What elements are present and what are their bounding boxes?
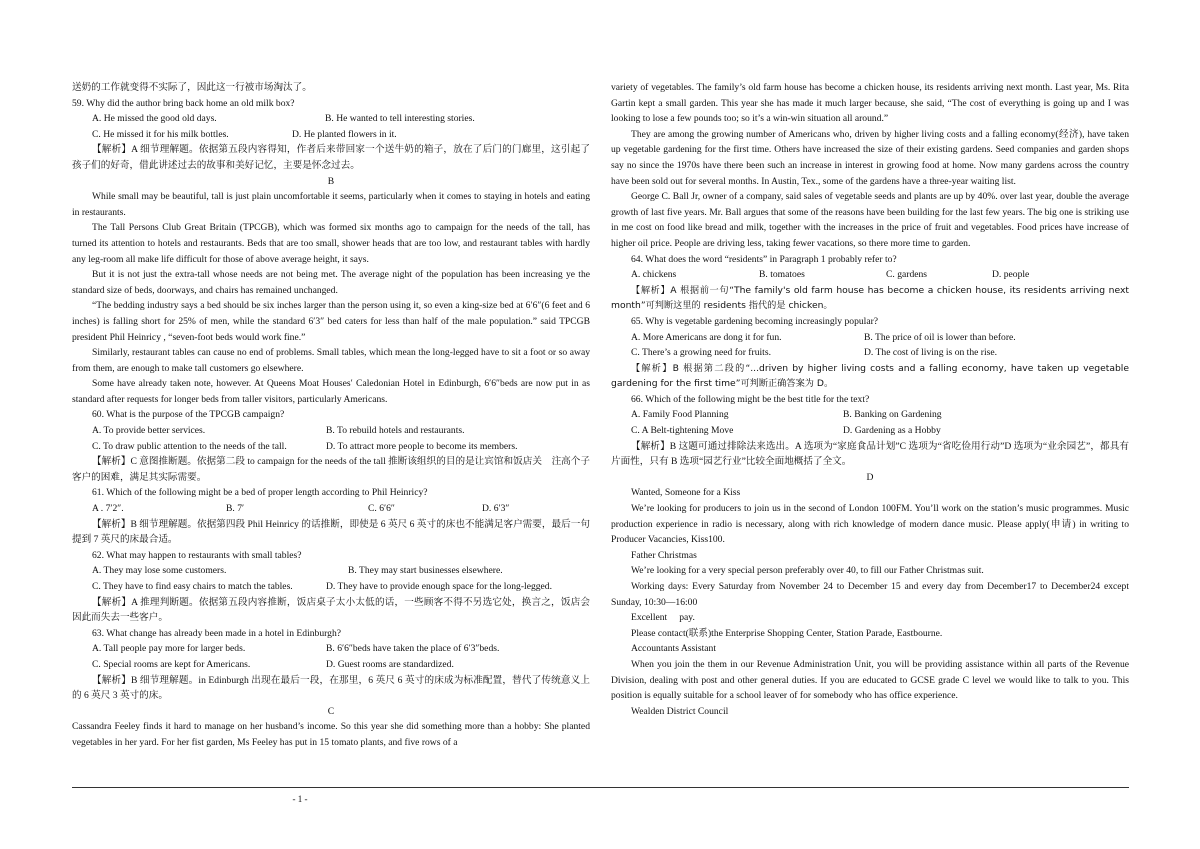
section-heading-b: B [327,175,335,187]
ad-title-kiss: Wanted, Someone for a Kiss [631,487,741,499]
option-b: B. They may start businesses elsewhere. [348,565,503,577]
passage-c-paragraph-1: Cassandra Feeley finds it hard to manage on her husband’s income. So this year she did something more than a hobby: She planted vegetables in her yard. For her fist garden, Ms Feeley has put in 15 tomato plants, and five rows of a [72,721,590,748]
option-c: C. There’s a growing need for fruits. [631,347,771,359]
left-column [72,80,590,751]
ad-working-days: Working days: Every Saturday from November 24 to December 15 and every day from December17 to December24 except Sunday, 10:30—16:00 [611,581,1129,608]
question-64: 64. What does the word “residents” in Paragraph 1 probably refer to? [631,253,897,265]
option-c: C. 6′6″ [368,503,395,515]
option-d: D. To attract more people to become its members. [326,440,518,452]
ad-title-father-christmas: Father Christmas [631,549,697,561]
option-d: D. The cost of living is on the rise. [864,347,998,359]
option-b: B. tomatoes [759,269,805,281]
option-a: A. They may lose some customers. [92,565,227,577]
option-b: B. The price of oil is lower than before. [864,331,1016,343]
answer-analysis-61: 【解析】B 细节理解题。依据第四段 Phil Heinricy 的话推断，即使是 6 英尺 6 英寸的床也不能满足客户需要，最后一句提到 7 英尺的床最合适。 [72,518,590,546]
passage-b-paragraph-6: Some have already taken note, however. At Queens Moat Houses′ Caledonian Hotel in Edinburgh, 6′6″beds are now put in as standard after requests for longer beds from taller visitors, particularly Americans. [72,378,590,405]
question-60: 60. What is the purpose of the TPCGB campaign? [92,409,285,421]
option-b: B. To rebuild hotels and restaurants. [326,425,465,437]
passage-c-paragraph-3: George C. Ball Jr, owner of a company, said sales of vegetable seeds and plants are up by 40%. over last year, double the average growth of last five years. Mr. Ball argues that some of the reasons have been building for the last few years. The big one is striking use in me cost on food like bread and milk, together with the increases in the price of fruit and vegetables. Food prices have increase of higher oil price. People are driving less, taking fewer vacations, so there more time to garden. [611,191,1129,249]
question-63: 63. What change has already been made in a hotel in Edinburgh? [92,627,341,639]
options-63-cd [72,657,590,673]
passage-b-paragraph-4: “The bedding industry says a bed should be six inches larger than the person using it, so even a king-size bed at 6′6″(6 feet and 6 inches) is falling short for 25% of men, while the standard 6′3″ bed caters for less than half of the male population.” said TPCGB president Phil Heinricy , “seven-foot beds would work fine.” [72,300,590,343]
option-a: A. Family Food Planning [631,409,729,421]
option-a: A. To provide better services. [92,425,206,437]
question-66: 66. Which of the following might be the best title for the text? [631,393,870,405]
question-59: 59. Why did the author bring back home an old milk box? [72,97,295,109]
question-61: 61. Which of the following might be a bed of proper length according to Phil Heinricy? [92,487,428,499]
options-65-cd [611,345,1129,361]
options-66-cd [611,423,1129,439]
options-59-cd [72,127,590,143]
ad-body-kiss: We’re looking for producers to join us in the second of London 100FM. You’ll work on the station’s music programmes. Music production experience in radio is necessary, along with rich knowledge of modern dance music. Please apply(申请) in writing to Producer Vacancies, Kiss100. [611,503,1129,546]
passage-b-paragraph-3: But it is not just the extra-tall whose needs are not being met. The average night of the population has been increasing ye the standard size of beds, doorways, and chairs has remained unchanged. [72,269,590,296]
option-a: A. Tall people pay more for larger beds. [92,643,246,655]
page-number: - 1 - [292,794,308,804]
option-d: D. Gardening as a Hobby [843,425,941,437]
options-65 [611,330,1129,346]
answer-analysis-64: 【解析】A 根据前一句“The family's old farm house has become a chicken house, its residents arriving next month”可判断这里的 residents 指代的是 chicken。 [611,284,1129,312]
ad-body-father-christmas: We’re looking for a very special person preferably over 40, to fill our Father Christmas suit. [631,565,984,577]
section-heading-d: D [866,471,874,483]
option-b: B. He wanted to tell interesting stories. [325,113,475,125]
question-62: 62. What may happen to restaurants with small tables? [92,549,302,561]
option-c: C. He missed it for his milk bottles. [92,128,229,140]
option-a: A. He missed the good old days. [92,113,217,125]
passage-b-paragraph-1: While small may be beautiful, tall is just plain uncomfortable it seems, particularly when it comes to staying in hotels and eating in restaurants. [72,191,590,218]
option-b: B. Banking on Gardening [843,409,942,421]
options-64 [611,267,1129,283]
options-63 [72,641,590,657]
option-a: A. More Americans are dong it for fun. [631,331,782,343]
answer-analysis-66: 【解析】B 这题可通过排除法来选出。A 选项为“家庭食品计划”C 选项为“省吃俭用行动”D 选项为“业余园艺”，都具有片面性，只有 B 选项“园艺行业”比较全面地概括了全文。 [611,440,1129,468]
answer-analysis-63: 【解析】B 细节理解题。in Edinburgh 出现在最后一段，在那里，6 英尺 6 英寸的床成为标准配置，替代了传统意义上的 6 英尺 3 英寸的床。 [72,674,590,702]
passage-b-paragraph-5: Similarly, restaurant tables can cause no end of problems. Small tables, which mean the long-legged have to sit a foot or so away from them, are enough to make tall customers go elsewhere. [72,347,590,374]
option-a: A . 7′2″. [92,503,124,515]
option-c: C. Special rooms are kept for Americans. [92,658,251,670]
option-c: C. gardens [886,269,928,281]
options-60 [72,423,590,439]
footer-divider [72,787,1129,788]
option-d: D. They have to provide enough space for the long-legged. [326,581,553,592]
section-heading-c: C [327,705,335,717]
passage-c-paragraph-1-continued: variety of vegetables. The family’s old farm house has become a chicken house, its residents arriving next month. Last year, Ms. Rita Gartin kept a small garden. This year she has made it much larger because, she said, “The cost of everything is going up and I was looking to lose a few pounds too; so it’s a win-win situation all around.” [611,82,1129,125]
answer-analysis-59: 【解析】A 细节理解题。依据第五段内容得知，作者后来带回家一个送牛奶的箱子，放在了后门的门廊里，这引起了孩子们的好奇，借此讲述过去的故事和美好记忆，主要是怀念过去。 [72,144,590,171]
passage-c-paragraph-2: They are among the growing number of Americans who, driven by higher living costs and a falling economy(经济), have taken up vegetable gardening for the first time. Others have increased the size of their existing gardens. Seed companies and garden shops say no since the 1970s have there been such an increase in interest in growing food at home. Now many gardens across the country have been sold out for several months. In Austin, Tex., some of the gardens have a three-year waiting list. [611,128,1129,187]
option-b: B. 6′6″beds have taken the place of 6′3″beds. [326,643,500,655]
text-line: 送奶的工作就变得不实际了，因此这一行被市场淘汰了。 [72,82,312,93]
option-d: D. He planted flowers in it. [292,128,397,140]
option-c: C. To draw public attention to the needs of the tall. [92,440,287,452]
passage-b-paragraph-2: The Tall Persons Club Great Britain (TPCGB), which was formed six months ago to campaign for the needs of the tall, has turned its attention to hotels and restaurants. Beds that are too small, shower heads that are too low, and restaurant tables with hardly any leg-room all make life difficult for those of above average height, it says. [72,222,590,265]
ad-contact: Please contact(联系)the Enterprise Shopping Center, Station Parade, Eastbourne. [631,627,943,639]
option-c: C. They have to find easy chairs to match the tables. [92,581,293,592]
ad-body-accountants: When you join the them in our Revenue Administration Unit, you will be providing assistance within all parts of the Revenue Division, dealing with post and other general duties. If you are educated to GCSE grade C level we would like to talk to you. This position is equally suitable for a school leaver of for somebody who has office experience. [611,658,1129,702]
ad-council: Wealden District Council [631,705,729,717]
answer-analysis-62: 【解析】A 推理判断题。依据第五段内容推断，饭店桌子太小太低的话，一些顾客不得不另选它处，换言之，饭店会因此而失去一些客户。 [72,596,590,624]
answer-analysis-65: 【解析】B 根据第二段的“...driven by higher living costs and a falling economy, have taken up vegetable gardening for the first time”可判断正确答案为 D。 [611,362,1129,390]
options-62 [72,563,590,579]
option-c: C. A Belt-tightening Move [631,425,734,437]
options-60-cd [72,439,590,455]
answer-analysis-60: 【解析】C 意图推断题。依据第二段 to campaign for the needs of the tall 推断该组织的目的是让宾馆和饭店关 注高个子客户的困难，满足其实际需要。 [72,456,590,483]
right-column [611,80,1129,719]
options-62-cd [72,579,590,595]
question-65: 65. Why is vegetable gardening becoming increasingly popular? [631,315,879,327]
options-66 [611,407,1129,423]
ad-title-accountants: Accountants Assistant [631,643,717,655]
option-a: A. chickens [631,269,677,281]
option-d: D. people [992,269,1030,281]
ad-pay: Excellent pay. [631,612,695,624]
options-59 [72,111,590,127]
option-d: D. Guest rooms are standardized. [326,658,454,670]
option-b: B. 7′ [226,503,245,515]
options-61 [72,501,590,517]
option-d: D. 6′3″ [482,503,510,515]
